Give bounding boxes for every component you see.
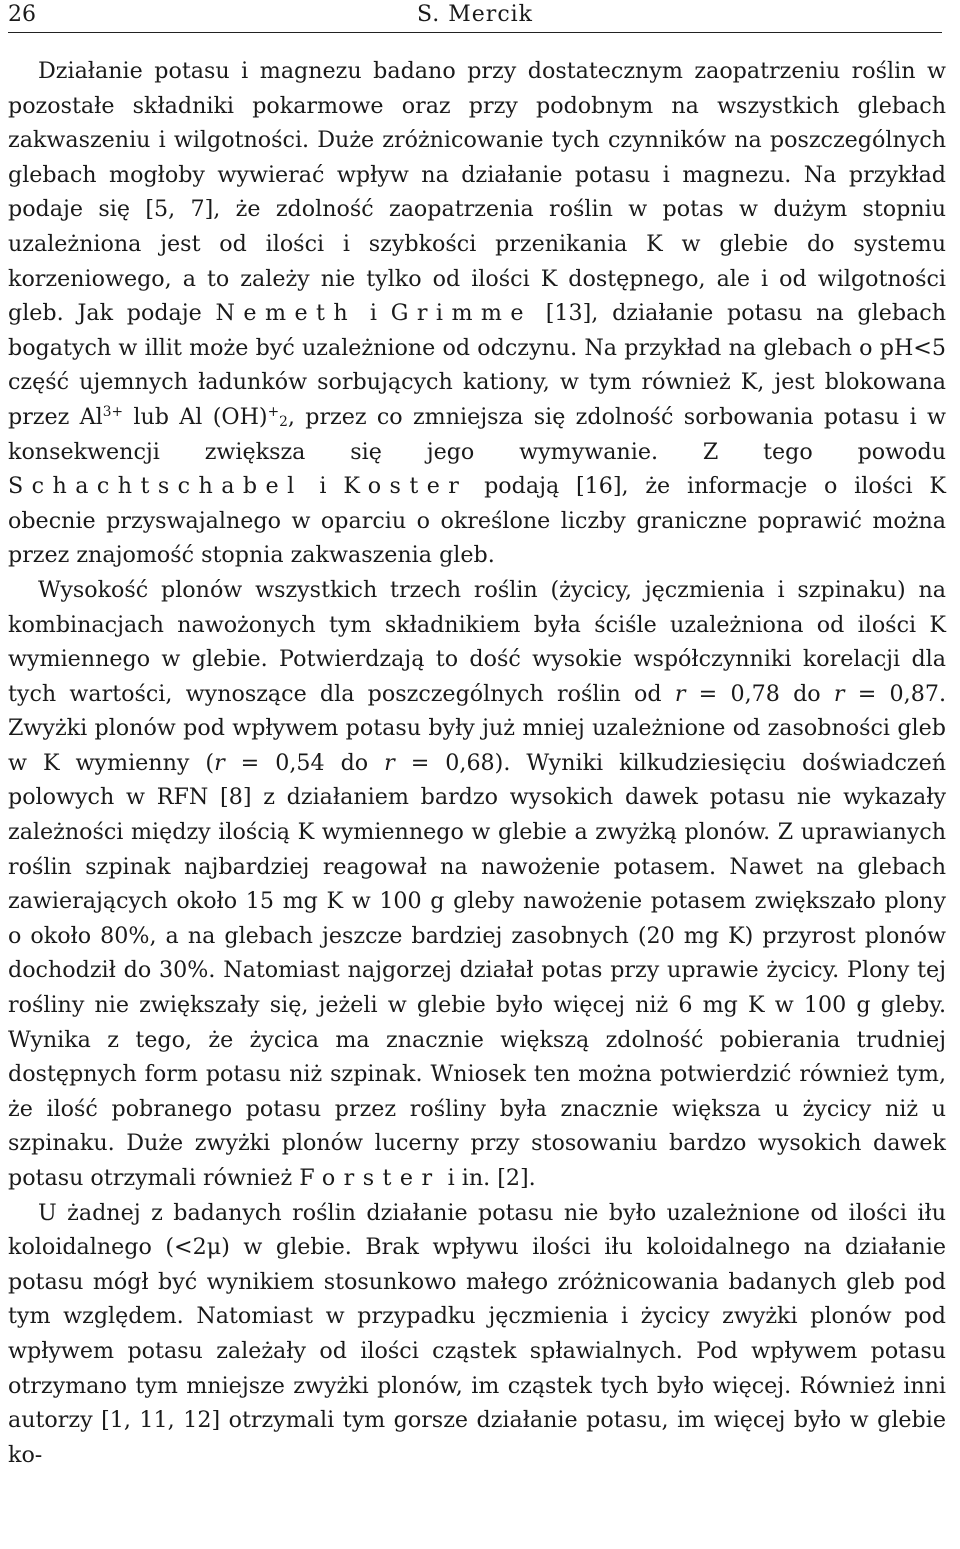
page-header <box>8 0 942 33</box>
page-number: 26 <box>8 2 36 27</box>
text-run: = 0,87. Zwyżki plonów pod wpływem potasu były już mniej uzależnione od zasobności gleb w K wymienny ( <box>8 680 946 776</box>
text-run: Wysokość plonów wszystkich trzech roślin (życicy, jęczmienia i szpinaku) na kombinacjach nawożonych tym składnikiem była ściśle uzależniona od ilości K wymiennego w glebie. Potwierdzają to dość wysokie współczynniki korelacji dla tych wartości, wynoszące dla poszczególnych roślin od <box>8 576 946 707</box>
paragraph-3 <box>8 1196 946 1473</box>
text-run: i <box>302 473 344 500</box>
text-run: i in. [2]. <box>440 1165 536 1191</box>
author-name: Koster <box>343 473 468 500</box>
author-name: Forster <box>299 1165 441 1191</box>
author-name: Schachtschabel <box>8 473 303 500</box>
author-name: Grimme <box>390 300 532 327</box>
variable-r: r <box>833 680 845 707</box>
variable-r: r <box>674 680 686 707</box>
variable-r: r <box>214 749 225 776</box>
text-run: lub Al (OH) <box>123 403 268 430</box>
paragraph-2 <box>8 573 946 1196</box>
text-run: Działanie potasu i magnezu badano przy dostatecznym zaopatrzeniu roślin w pozostałe składniki pokarmowe oraz przy podobnym na wszystkich glebach zakwaszeniu i wilgotności. Duże zróżnicowanie tych czynników na poszczególnych glebach mogłoby wywierać wpływ na działanie potasu i magnezu. Na przykład podaje się [5, 7], że zdolność zaopatrzenia roślin w potas w dużym stopniu uzależniona jest od ilości i szybkości przenikania K w glebie do systemu korzeniowego, a to zależy nie tylko od ilości K dostępnego, ale i od wilgotności gleb. Jak podaje <box>8 58 946 327</box>
text-run: podają [16], że informacje o ilości K obecnie przyswajalnego w oparciu o określone liczby graniczne poprawić można przez znajomość stopnia zakwaszenia gleb. <box>8 473 946 569</box>
author-name: Nemeth <box>215 300 357 327</box>
text-run: U żadnej z badanych roślin działanie potasu nie było uzależnione od ilości iłu koloidalnego (<2μ) w glebie. Brak wpływu ilości iłu koloidalnego na działanie potasu mógł być wynikiem stosunkowo małego zróżnicowania badanych gleb pod tym względem. Natomiast w przypadku jęczmienia i życicy zwyżki plonów pod wpływem potasu zależały od ilości cząstek spławialnych. Pod wpływem potasu otrzymano tym mniejsze zwyżki plonów, im cząstek tych było więcej. Również inni autorzy [1, 11, 12] otrzymali tym gorsze działanie potasu, im więcej było w glebie ko- <box>8 1199 946 1468</box>
superscript: + <box>267 403 280 420</box>
variable-r: r <box>384 749 395 776</box>
subscript: 2 <box>279 414 288 430</box>
paragraph-1 <box>8 54 946 573</box>
body-text <box>8 54 946 1472</box>
text-run: = 0,78 do <box>685 680 834 707</box>
superscript: 3+ <box>102 403 124 420</box>
text-run: , przez co zmniejsza się zdolność sorbowania potasu i w konsekwencji zwiększa się jego wymywanie. Z tego powodu <box>8 403 946 465</box>
running-head: S. Mercik <box>416 2 534 27</box>
text-run: = 0,68). Wyniki kilkudziesięciu doświadczeń polowych w RFN [8] z działaniem bardzo wysokich dawek potasu nie wykazały zależności między ilością K wymiennego w glebie a zwyżką plonów. Z uprawianych roślin szpinak najbardziej reagował na nawożenie potasem. Nawet na glebach zawierających około 15 mg K w 100 g gleby nawożenie potasem zwiększało plony o około 80%, a na glebach jeszcze bardziej zasobnych (20 mg K) przyrost plonów dochodził do 30%. Natomiast najgorzej działał potas przy uprawie życicy. Plony tej rośliny nie zwiększały się, jeżeli w glebie było więcej niż 6 mg K w 100 g gleby. Wynika z tego, że życica ma znacznie większą zdolność pobierania trudniej dostępnych form potasu niż szpinak. Wniosek ten można potwierdzić również tym, że ilość pobranego potasu przez rośliny była znacznie większa u życicy niż u szpinaku. Duże zwyżki plonów lucerny przy stosowaniu bardzo wysokich dawek potasu otrzymali również <box>8 749 946 1191</box>
text-run: i <box>356 300 391 327</box>
text-run: [13], działanie potasu na glebach bogatych w illit może być uzależnione od odczynu. Na przykład na glebach o pH<5 część ujemnych ładunków sorbujących kationy, w tym również K, jest blokowana przez Al <box>8 300 947 430</box>
text-run: = 0,54 do <box>224 749 385 776</box>
